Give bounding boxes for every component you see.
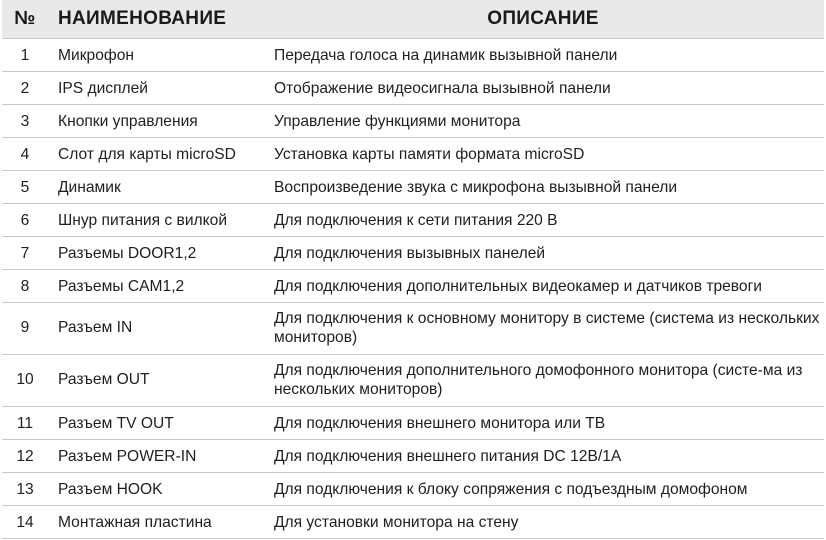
row-number: 5 (20, 178, 30, 196)
row-number: 2 (20, 79, 30, 97)
table-row (2, 71, 824, 104)
row-name: Разъем IN (58, 319, 133, 336)
row-number: 3 (20, 112, 30, 130)
row-name: Разъемы DOOR1,2 (58, 244, 197, 262)
table-row (2, 302, 824, 354)
row-description: Для подключения дополнительных видеокамер и датчиков тревоги (274, 277, 762, 295)
row-name: Разъем TV OUT (58, 414, 174, 432)
row-description: Установка карты памяти формата microSD (274, 145, 585, 163)
row-description: Воспроизведение звука с микрофона вызывной панели (274, 178, 678, 196)
row-name: Слот для карты microSD (58, 145, 236, 163)
header-description: ОПИСАНИЕ (487, 7, 599, 29)
row-number: 10 (16, 371, 34, 388)
table-row (2, 354, 824, 406)
row-description: Для подключения дополнительного домофонного монитора (систе-ма из нескольких мониторов) (274, 361, 803, 398)
table-row (2, 203, 824, 236)
row-number: 1 (20, 46, 30, 64)
row-description: Для подключения к сети питания 220 В (274, 211, 558, 229)
table-row (2, 269, 824, 302)
row-description: Для подключения вызывных панелей (274, 244, 546, 262)
row-name: Разъем HOOK (58, 480, 163, 498)
components-table (2, 0, 824, 539)
row-description: Управление функциями монитора (274, 112, 521, 130)
row-number: 4 (20, 145, 30, 163)
row-description: Передача голоса на динамик вызывной панели (274, 46, 618, 64)
row-description: Для подключения к основному монитору в системе (система из нескольких мониторов) (274, 309, 820, 346)
row-number: 14 (16, 513, 34, 531)
row-number: 12 (16, 447, 34, 465)
row-name: Динамик (58, 178, 121, 196)
row-description: Для подключения внешнего питания DC 12В/1А (274, 447, 622, 465)
row-name: Разъемы CAM1,2 (58, 277, 185, 295)
table-row (2, 406, 824, 439)
row-description: Для подключения к блоку сопряжения с подъездным домофоном (274, 480, 748, 498)
table-row (2, 236, 824, 269)
row-number: 6 (20, 211, 30, 229)
row-name: Разъем POWER-IN (58, 447, 197, 465)
table-header (2, 0, 824, 38)
table-row (2, 472, 824, 505)
row-number: 9 (20, 319, 30, 336)
header-row (2, 0, 824, 38)
row-name: Монтажная пластина (58, 513, 212, 531)
header-name: НАИМЕНОВАНИЕ (58, 7, 227, 29)
row-name: Микрофон (58, 46, 134, 64)
table-row (2, 505, 824, 538)
row-description: Для подключения внешнего монитора или ТВ (274, 414, 606, 432)
table-row (2, 170, 824, 203)
table-row (2, 439, 824, 472)
row-name: Разъем OUT (58, 371, 150, 388)
header-number: № (14, 7, 36, 29)
row-number: 11 (16, 414, 34, 432)
row-name: Шнур питания с вилкой (58, 211, 228, 229)
row-number: 13 (16, 480, 34, 498)
row-number: 7 (20, 244, 30, 262)
row-name: IPS дисплей (58, 79, 148, 97)
table-row (2, 38, 824, 71)
row-name: Кнопки управления (58, 112, 198, 130)
table-row (2, 137, 824, 170)
table-row (2, 104, 824, 137)
row-description: Отображение видеосигнала вызывной панели (274, 79, 611, 97)
row-number: 8 (20, 277, 30, 295)
row-description: Для установки монитора на стену (274, 513, 519, 531)
